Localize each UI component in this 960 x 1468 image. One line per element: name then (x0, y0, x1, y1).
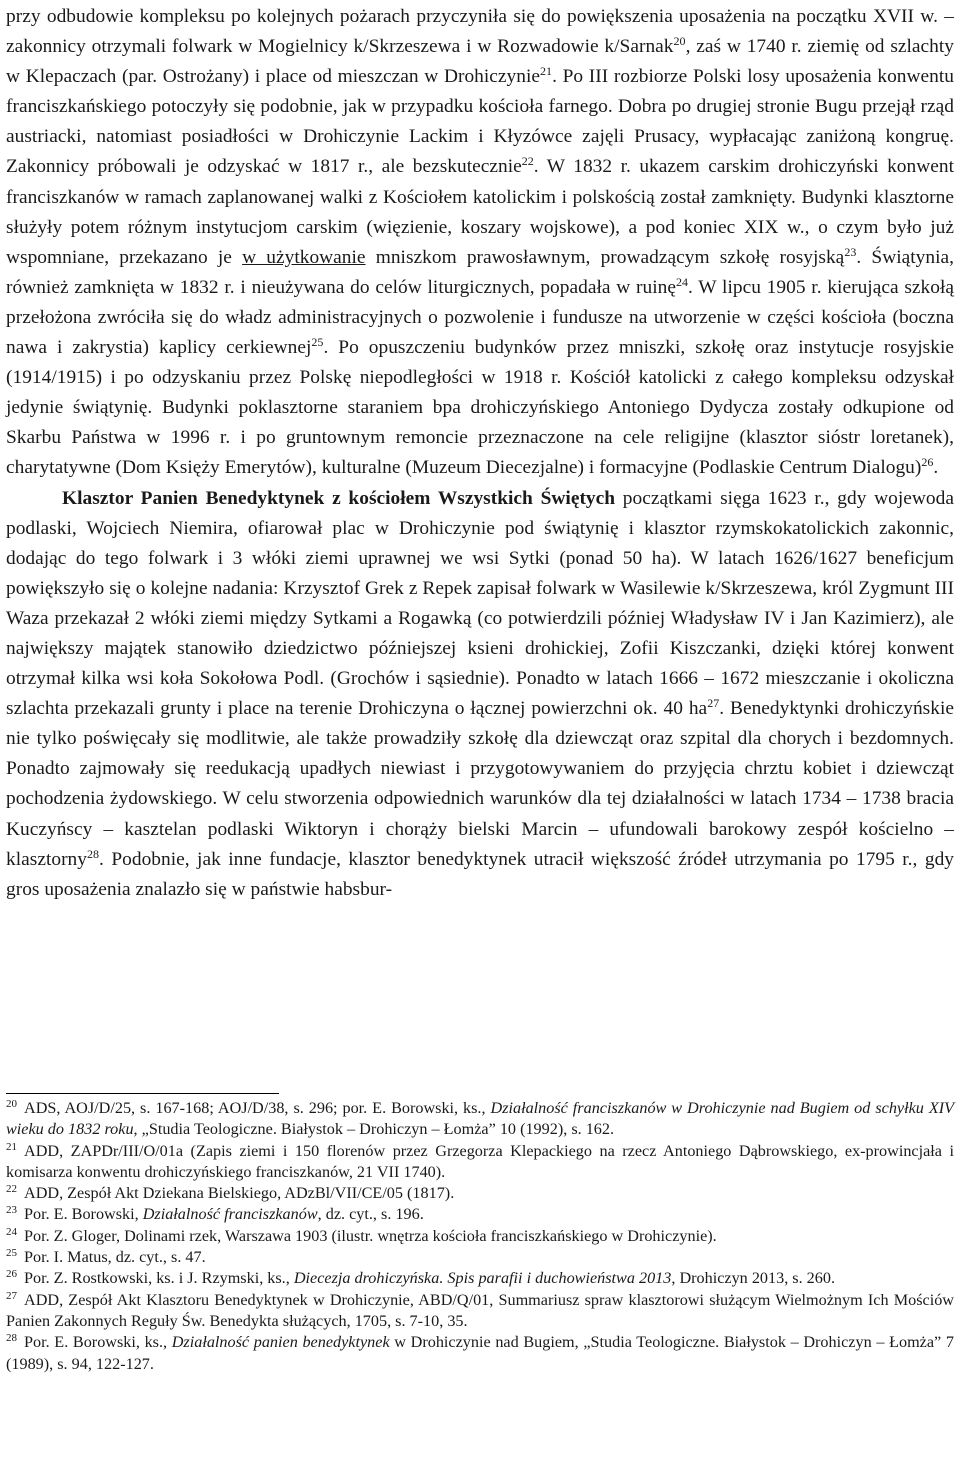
footnote-ref-28[interactable]: 28 (86, 846, 100, 861)
footnote-text: ADD, ZAPDr/III/O/01a (Zapis ziemi i 150 florenów przez Grzegorza Klepackiego na rzecz Antoniego Dąbrowskiego, ex-prowincjała i komisarza konwentu drohiczyńskiego franciszkanów, 21 VII 1740). (6, 1141, 954, 1181)
text-span: . (933, 457, 939, 479)
footnote-ref-26[interactable]: 26 (921, 455, 934, 470)
footnote-title: Działalność franciszkanów (142, 1205, 318, 1224)
footnote-27 (6, 1290, 954, 1333)
footnote-number: 22 (6, 1183, 17, 1196)
text-span: . Po opuszczeniu budynków przez mniszki, szkołę oraz instytucje rosyjskie (1914/1915) i po odzyskaniu przez Polskę niepodległości w 1918 r. Kościół katolicki z całego kompleksu odzyskał jedynie świątynię. Budynki poklasztorne staraniem bpa drohiczyńskiego Antoniego Dydycza zostały odkupione od Skarbu Państwa w 1996 r. i po gruntownym remoncie przeznaczone na cele religijne (klasztor sióstr loretanek), charytatywne (Dom Księży Emerytów), kulturalne (Muzeum Diecezjalne) i formacyjne (Podlaskie Centrum Dialogu) (6, 337, 955, 479)
footnote-number: 28 (6, 1332, 17, 1345)
footnote-text: Por. E. Borowski, (24, 1205, 143, 1224)
footnote-23 (6, 1204, 954, 1225)
footnote-text: Por. E. Borowski, ks., (24, 1333, 172, 1352)
footnote-text: , „Studia Teologiczne. Białystok – Drohiczyn – Łomża” 10 (1992), s. 162. (133, 1120, 615, 1139)
paragraph-franciscans (6, 2, 954, 484)
footnote-number: 21 (6, 1140, 17, 1153)
document-page (6, 0, 955, 1373)
text-span: początkami sięga 1623 r., gdy wojewoda podlaski, Wojciech Niemira, ofiarował plac w Drohiczynie pod świątynię i klasztor rzymskokatolickich zakonnic, dodając do tego folwark i 3 włóki ziemi uprawnej we wsi Sytki (ponad 50 ha). W latach 1626/1627 beneficjum powiększyło się o kolejne nadania: Krzysztof Grek z Repek zapisał folwark w Wasilewie k/Skrzeszewa, król Zygmunt III Waza przekazał 2 włóki ziemi między Sytkami a Rogawką (co potwierdzili później Władysław IV i Jan Kazimierz), ale największy majątek stanowiło dziedzictwo późniejszej ksieni drohickiej, Zofii Kiszczanki, dzięki której konwent otrzymał kilka wsi koła Sokołowa Podl. (Grochów i sąsiednie). Ponadto w latach 1666 – 1672 mieszczanie i okoliczna szlachta przekazali grunty i place na terenie Drohiczyna o łącznej powierzchni ok. 40 ha (6, 487, 954, 720)
footnote-text: w Drohiczynie nad Bugiem, „Studia Teologiczne. Białystok – Drohiczyn – Łomża” 7 (1989), s. 94, 122-127. (6, 1333, 954, 1373)
footnote-ref-20[interactable]: 20 (673, 34, 686, 49)
footnote-ref-23[interactable]: 23 (844, 244, 857, 259)
footnote-text: ADD, Zespół Akt Dziekana Bielskiego, ADzBl/VII/CE/05 (1817). (24, 1184, 455, 1203)
footnote-text: Por. I. Matus, dz. cyt., s. 47. (24, 1248, 206, 1267)
text-span: . Podobnie, jak inne fundacje, klasztor benedyktynek utracił większość źródeł utrzymania po 1795 r., gdy gros uposażenia znalazło się w państwie habsbur- (6, 848, 954, 900)
footnote-number: 24 (6, 1225, 17, 1238)
footnote-text: ADS, AOJ/D/25, s. 167-168; AOJ/D/38, s. 296; por. E. Borowski, ks., (24, 1099, 491, 1117)
footnote-28 (6, 1332, 954, 1375)
main-text (6, 0, 954, 905)
footnote-text: Por. Z. Rostkowski, ks. i J. Rzymski, ks., (24, 1269, 294, 1288)
footnote-text: ADD, Zespół Akt Klasztoru Benedyktynek w Drohiczynie, ABD/Q/01, Summariusz spraw klasztorowi służącym Wielmożnym Ich Mościów Panien Zakonnych Reguły Św. Benedykta służących, 1705, s. 7-10, 35. (6, 1290, 954, 1330)
footnote-title: Działalność franciszkanów w Drohiczynie nad Bugiem od schyłku XIV wieku do 1832 roku (6, 1099, 954, 1139)
footnote-number: 26 (6, 1268, 17, 1281)
footnote-26 (6, 1268, 954, 1289)
footnote-title: Działalność panien benedyktynek (171, 1333, 390, 1352)
footnote-text: Por. Z. Gloger, Dolinami rzek, Warszawa 1903 (ilustr. wnętrza kościoła franciszkańskiego w Drohiczynie). (24, 1226, 717, 1245)
footnote-ref-21[interactable]: 21 (540, 64, 553, 79)
footnote-number: 23 (6, 1204, 17, 1217)
text-span: . W lipcu 1905 r. kierująca szkołą przełożona zwróciła się do władz administracyjnych o pozwolenie i fundusze na utworzenie w części kościoła (boczna nawa i zakrystia) kaplicy cerkiewnej (6, 276, 954, 359)
text-span: przy odbudowie kompleksu po kolejnych pożarach przyczyniła się do powiększenia uposażenia na początku XVII w. – zakonnicy otrzymali folwark w Mogielnicy k/Skrzeszewa i w Rozwadowie k/Sarnak (6, 6, 954, 58)
text-span: . Po III rozbiorze Polski losy uposażenia konwentu franciszkańskiego potoczyły się podobnie, jak w przypadku kościoła farnego. Dobra po drugiej stronie Bugu przejął rząd austriacki, natomiast posiadłości w Drohiczynie Lackim i Kłyzówce zajęli Prusacy, wypłacając zaniżoną kongruę. Zakonnicy próbowali je odzyskać w 1817 r., ale bezskutecznie (6, 66, 954, 178)
footnote-ref-22[interactable]: 22 (521, 154, 534, 169)
footnote-text: , Drohiczyn 2013, s. 260. (671, 1269, 836, 1288)
footnote-number: 27 (6, 1289, 17, 1302)
footnote-separator (6, 1093, 279, 1094)
footnote-25 (6, 1247, 954, 1268)
text-span: , zaś w 1740 r. ziemię od szlachty w Klepaczach (par. Ostrożany) i place od mieszczan w Drohiczynie (6, 36, 955, 88)
footnote-24 (6, 1226, 954, 1247)
footnote-ref-27[interactable]: 27 (707, 696, 720, 711)
underlined-phrase: w użytkowanie (242, 246, 366, 268)
footnote-text: , dz. cyt., s. 196. (317, 1205, 424, 1224)
footnote-20 (6, 1098, 954, 1141)
text-span: . W 1832 r. ukazem carskim drohiczyński konwent franciszkanów w ramach zaplanowanej walki z Kościołem katolickim i polskością został zamknięty. Budynki klasztorne służyły potem różnym instytucjom carskim (więzienie, koszary wojskowe), a pod koniec XIX w., o czym było już wspomniane, przekazano je (6, 156, 955, 268)
footnote-title: Diecezja drohiczyńska. Spis parafii i duchowieństwa 2013 (293, 1269, 672, 1288)
footnote-number: 25 (6, 1247, 17, 1260)
footnote-ref-25[interactable]: 25 (311, 335, 324, 350)
footnote-22 (6, 1183, 954, 1204)
paragraph-benedictines (6, 484, 954, 905)
text-span: mniszkom prawosławnym, prowadzącym szkołę rosyjską (365, 246, 845, 268)
text-span: . Benedyktynki drohiczyńskie nie tylko poświęcały się modlitwie, ale także prowadziły szkołę dla dziewcząt oraz szpital dla chorych i bezdomnych. Ponadto zajmowały się reedukacją upadłych niewiast i przygotowywaniem do przyjęcia chrztu kobiet i dziewcząt pochodzenia żydowskiego. W celu stworzenia odpowiednich warunków dla tej działalności w latach 1734 – 1738 bracia Kuczyńscy – kasztelan podlaski Wiktoryn i chorąży bielski Marcin – ufundowali barokowy zespół kościelno – klasztorny (6, 698, 954, 870)
text-span: . Świątynia, również zamknięta w 1832 r. i nieużywana do celów liturgicznych, popadała w ruinę (6, 246, 954, 298)
section-heading-inline: Klasztor Panien Benedyktynek z kościołem Wszystkich Świętych (62, 487, 616, 509)
footnote-number: 20 (6, 1098, 17, 1110)
footnote-21 (6, 1141, 954, 1184)
footnote-ref-24[interactable]: 24 (675, 274, 689, 289)
footnotes (6, 1098, 954, 1375)
